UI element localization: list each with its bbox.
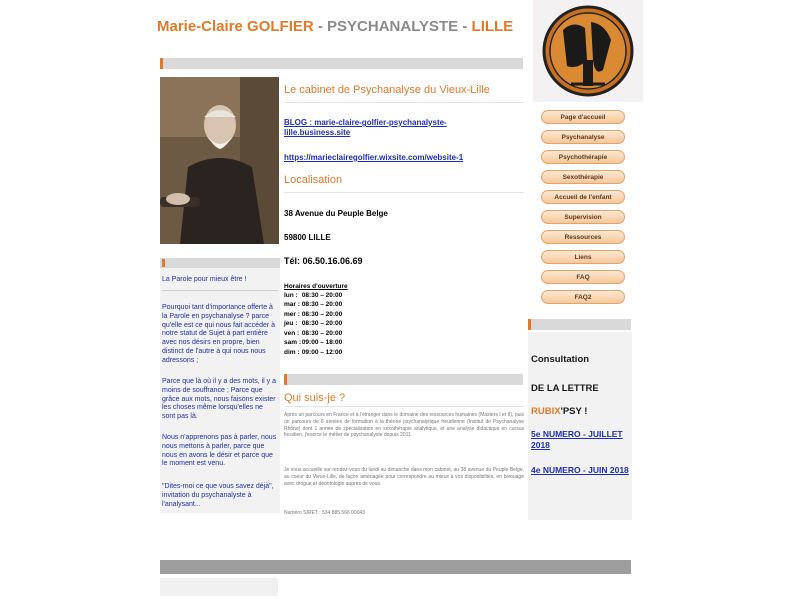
title-separator: -: [458, 18, 472, 35]
newsletter-link-june-2018[interactable]: 4e NUMERO - JUIN 2018: [531, 465, 629, 475]
siret-number: Numéro SIRET : 534 885 566 00043: [284, 510, 366, 516]
nav-psychotherapie-button[interactable]: Psychothérapie: [541, 150, 625, 164]
nav-ressources-button[interactable]: Ressources: [541, 230, 625, 244]
portrait-photo: [160, 77, 279, 244]
site-title-name: Marie-Claire GOLFIER: [157, 18, 314, 35]
hours-row: jeu : 08:30 – 20:00: [284, 320, 343, 328]
left-text-3: Nous n'apprenons pas à parler, nous nous mettons à parler, parce que nous en avons le désir et parce que le moment est venu.: [162, 434, 277, 468]
nav-faq-button[interactable]: FAQ: [541, 270, 625, 284]
logo: [533, 0, 643, 102]
hours-row: lun : 08:30 – 20:00: [284, 292, 343, 299]
nav-psychanalyse-button[interactable]: Psychanalyse: [541, 130, 625, 144]
left-text-4: "Dites-moi ce que vous savez déjà", invitation du psychanalyste à l'analysant...: [162, 483, 274, 508]
site-title-city: LILLE: [471, 18, 514, 35]
divider: [162, 290, 278, 291]
hours-title: Horaires d'ouverture: [284, 283, 348, 290]
nav-home-button[interactable]: Page d'accueil: [541, 110, 625, 124]
hours-row: sam : 09:00 – 18:00: [284, 339, 343, 347]
phone-number: Tél: 06.50.16.06.69: [284, 256, 363, 266]
section-divider-bar: [284, 374, 523, 385]
newsletter-link-july-2018[interactable]: 5e NUMERO - JUILLET 2018: [531, 429, 623, 451]
website-link[interactable]: https://marieclairegolfier.wixsite.com/website-1: [284, 153, 464, 162]
nav-sexotherapie-button[interactable]: Sexothérapie: [541, 170, 625, 184]
site-title: [157, 18, 513, 35]
who-heading: Qui suis-je ?: [284, 392, 346, 404]
address-line-1: 38 Avenue du Peuple Belge: [284, 209, 388, 218]
hours-row: ven : 08:30 – 20:00: [284, 329, 343, 337]
divider: [284, 102, 524, 103]
main-heading: Le cabinet de Psychanalyse du Vieux-Lille: [284, 84, 490, 96]
nav-supervision-button[interactable]: Supervision: [541, 210, 625, 224]
hours-list: [284, 291, 524, 357]
hours-row: dim : 09:00 – 12:00: [284, 348, 343, 356]
rubix-psy-label: RUBIX'PSY !: [531, 406, 588, 417]
bio-paragraph: Après un parcours en France et à l'étranger dans le domaine des ressources humaines (Masters I et II), puis un parcours de 6 années de formation à la théorie psychanalytique freudienne (Institut de Psychanalyse Rhône) dont 1 année de spécialisation en sexothérapie analytique, et une analyse didactique en cursus freudien, j'exerce le métier de psychanalyste depuis 2011.: [284, 412, 524, 439]
nav-faq2-button[interactable]: FAQ2: [541, 290, 625, 304]
blog-link[interactable]: BLOG : marie-claire-golfier-psychanalyste-lille.business.site: [284, 118, 447, 138]
footer-box: [160, 578, 278, 596]
greek-vase-logo-icon: [533, 0, 643, 102]
appointment-paragraph: Je vous accueille sur rendez-vous du lundi au dimanche dans mon cabinet, au 38 avenue du Peuple Belge, au coeur du Vieux-Lille, de façon aménagée pour correspondre au mieux à vos disponibilités, en bivouage avec drogue et déontologie auprès de vous.: [284, 467, 524, 487]
footer-bar: [160, 560, 631, 574]
hours-row: mer : 08:30 – 20:00: [284, 310, 343, 318]
address-line-2: 59800 LILLE: [284, 233, 331, 242]
right-divider-bar: [528, 319, 631, 330]
nav-liens-button[interactable]: Liens: [541, 250, 625, 264]
left-text-1: Pourquoi tant d'importance offerte à la Parole en psychanalyse ? parce qu'elle est ce qui nous fait accéder à notre statut de Sujet à part entière avec nos désirs en propre, bien distinct de l'autre à qui nous nous adressons ;: [162, 304, 276, 364]
hours-row: mar : 08:30 – 20:00: [284, 301, 343, 309]
site-title-profession: PSYCHANALYSTE: [327, 18, 459, 35]
left-sidebar-bar: [160, 258, 280, 268]
left-sidebar: [160, 258, 280, 513]
divider: [284, 406, 524, 407]
left-tagline: La Parole pour mieux être !: [162, 276, 247, 283]
newsletter-box: [528, 332, 632, 520]
consultation-label: Consultation: [531, 354, 590, 365]
left-text-2: Parce que là où il y a des mots, il y a moins de souffrance ; Parce que grâce aux mots, nous faisons exister les choses même lorsqu'elles ne sont pas là.: [162, 378, 276, 420]
nav-accueil-enfant-button[interactable]: Accueil de l'enfant: [541, 190, 625, 204]
de-la-lettre-label: DE LA LETTRE: [531, 383, 599, 394]
location-heading: Localisation: [284, 174, 343, 186]
title-separator: -: [313, 18, 328, 35]
top-divider-bar: [160, 58, 523, 69]
divider: [284, 192, 524, 193]
